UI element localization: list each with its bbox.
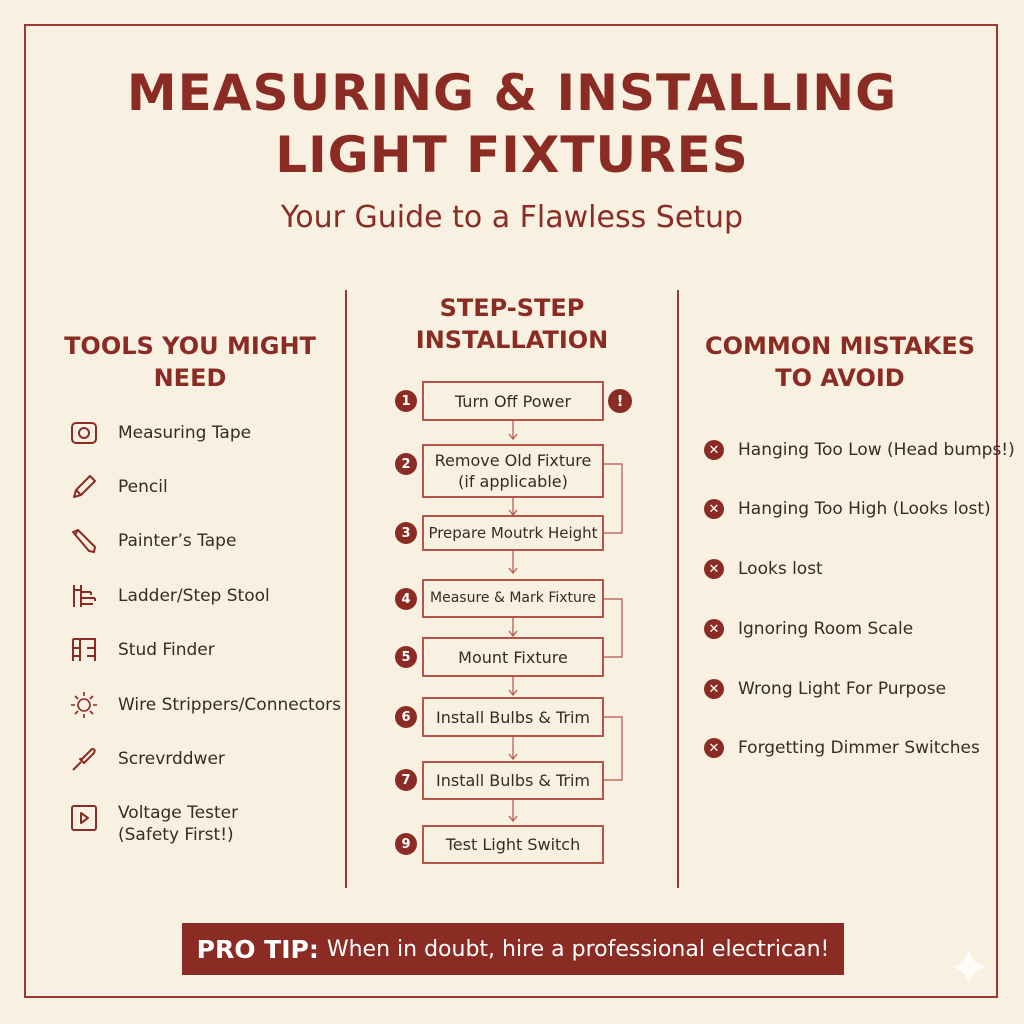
step-box-5: Mount Fixture bbox=[422, 637, 604, 677]
x-circle-icon: ✕ bbox=[704, 559, 724, 579]
step-number-3: 3 bbox=[395, 522, 417, 544]
step-number-2: 2 bbox=[395, 453, 417, 475]
step-number-7: 7 bbox=[395, 769, 417, 791]
pro-tip-label: PRO TIP: bbox=[196, 934, 319, 964]
tool-item-screwdriver: Screvrddwer bbox=[68, 739, 225, 779]
x-circle-icon: ✕ bbox=[704, 619, 724, 639]
steps-heading: STEP-STEP INSTALLATION bbox=[415, 294, 609, 354]
tool-item-pencil: Pencil bbox=[68, 467, 168, 507]
tool-item-measuring-tape: Measuring Tape bbox=[68, 413, 251, 453]
step-number-1: 1 bbox=[395, 390, 417, 412]
step-box-7: Install Bulbs & Trim bbox=[422, 761, 604, 800]
mistake-item: ✕ Looks lost bbox=[704, 554, 823, 584]
tool-item-voltage-tester: Voltage Tester (Safety First!) bbox=[68, 802, 238, 850]
step-box-6: Install Bulbs & Trim bbox=[422, 697, 604, 737]
pro-tip-banner bbox=[182, 923, 844, 975]
title-line-1: MEASURING & INSTALLING bbox=[126, 64, 898, 122]
tool-item-ladder: Ladder/Step Stool bbox=[68, 576, 270, 616]
step-number-4: 4 bbox=[395, 588, 417, 610]
step-number-6: 6 bbox=[395, 706, 417, 728]
tool-item-stud-finder: Stud Finder bbox=[68, 630, 215, 670]
step-box-9: Test Light Switch bbox=[422, 825, 604, 864]
page-subtitle: Your Guide to a Flawless Setup bbox=[280, 200, 744, 235]
mistake-item: ✕ Ignoring Room Scale bbox=[704, 614, 913, 644]
step-box-1: Turn Off Power bbox=[422, 381, 604, 421]
step-number-9: 9 bbox=[395, 833, 417, 855]
mistake-item: ✕ Hanging Too High (Looks lost) bbox=[704, 494, 991, 524]
step-number-5: 5 bbox=[395, 646, 417, 668]
x-circle-icon: ✕ bbox=[704, 679, 724, 699]
x-circle-icon: ✕ bbox=[704, 440, 724, 460]
tool-item-painters-tape: Painter’s Tape bbox=[68, 521, 236, 561]
x-circle-icon: ✕ bbox=[704, 738, 724, 758]
mistake-item: ✕ Wrong Light For Purpose bbox=[704, 674, 946, 704]
mistake-item: ✕ Hanging Too Low (Head bumps!) bbox=[704, 435, 1015, 465]
warning-icon: ! bbox=[608, 389, 632, 413]
connector-bracket bbox=[604, 599, 622, 657]
step-box-4: Measure & Mark Fixture bbox=[422, 579, 604, 618]
connector-bracket bbox=[604, 464, 622, 533]
tools-heading: TOOLS YOU MIGHT NEED bbox=[64, 332, 316, 392]
sparkle-icon bbox=[948, 946, 990, 988]
step-box-2: Remove Old Fixture (if applicable) bbox=[422, 444, 604, 498]
tool-item-wire-strippers: Wire Strippers/Connectors bbox=[68, 685, 341, 725]
step-box-3: Prepare Moutrk Height bbox=[422, 515, 604, 551]
connector-bracket bbox=[604, 717, 622, 780]
mistake-item: ✕ Forgetting Dimmer Switches bbox=[704, 733, 980, 763]
mistakes-heading: COMMON MISTAKES TO AVOID bbox=[704, 332, 976, 392]
title-line-2: LIGHT FIXTURES bbox=[275, 126, 749, 184]
pro-tip-text: When in doubt, hire a professional electrican! bbox=[326, 936, 830, 962]
x-circle-icon: ✕ bbox=[704, 499, 724, 519]
